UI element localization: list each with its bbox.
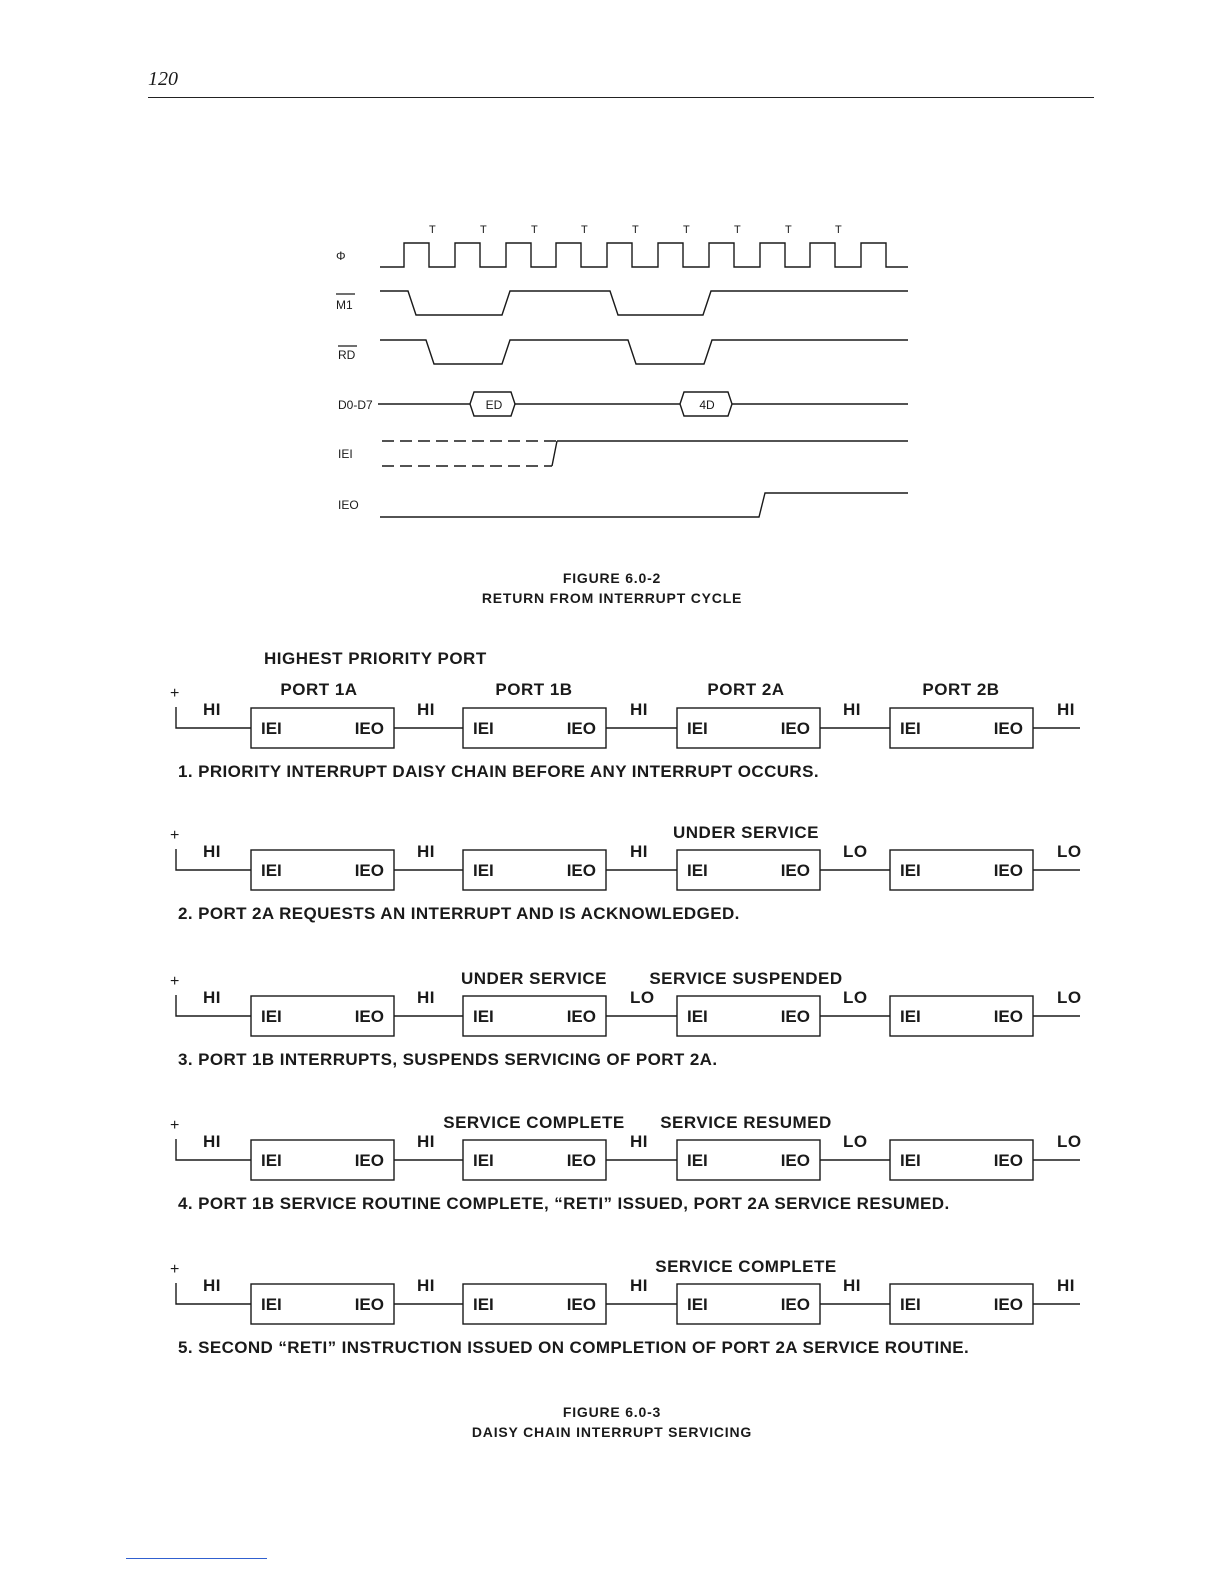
ieo-pin-label: IEO <box>354 1007 384 1026</box>
port-status-label: UNDER SERVICE <box>461 969 607 988</box>
iei-pin-label: IEI <box>900 1007 921 1026</box>
ieo-pin-label: IEO <box>993 1007 1023 1026</box>
iei-pin-label: IEI <box>473 1295 494 1314</box>
signal-level-label: HI <box>843 700 861 719</box>
signal-level-label: LO <box>1057 1132 1082 1151</box>
supply-plus-symbol: + <box>170 973 180 990</box>
ieo-pin-label: IEO <box>993 719 1023 738</box>
ieo-pin-label: IEO <box>566 1295 596 1314</box>
data-byte-4d: 4D <box>699 398 715 412</box>
signal-level-label: HI <box>203 988 221 1007</box>
iei-pin-label: IEI <box>687 1295 708 1314</box>
signal-label-phi: Φ <box>336 249 346 263</box>
figure-6-0-2-number: FIGURE 6.0-2 <box>562 570 662 586</box>
bottom-link-line <box>126 1558 267 1559</box>
ieo-pin-label: IEO <box>566 861 596 880</box>
signal-level-label: HI <box>203 1132 221 1151</box>
signal-level-label: LO <box>1057 842 1082 861</box>
port-status-label: UNDER SERVICE <box>673 823 819 842</box>
ieo-pin-label: IEO <box>993 1151 1023 1170</box>
port-status-label: SERVICE RESUMED <box>660 1113 832 1132</box>
daisy-stage-2 <box>170 823 1082 923</box>
port-name-3: PORT 2A <box>707 680 785 699</box>
ieo-pin-label: IEO <box>780 861 810 880</box>
ieo-pin-label: IEO <box>354 1151 384 1170</box>
daisy-stage-5 <box>170 1257 1080 1357</box>
ieo-pin-label: IEO <box>780 1151 810 1170</box>
iei-pin-label: IEI <box>473 1007 494 1026</box>
highest-priority-label: HIGHEST PRIORITY PORT <box>264 649 487 668</box>
iei-pin-label: IEI <box>900 1295 921 1314</box>
data-byte-ed: ED <box>485 398 503 412</box>
stage-caption: 1. PRIORITY INTERRUPT DAISY CHAIN BEFORE ANY INTERRUPT OCCURS. <box>178 762 819 781</box>
iei-pin-label: IEI <box>473 719 494 738</box>
iei-pin-label: IEI <box>900 861 921 880</box>
iei-pin-label: IEI <box>473 861 494 880</box>
page-number: 120 <box>148 68 178 90</box>
signal-level-label: HI <box>630 700 648 719</box>
signal-level-label: HI <box>203 842 221 861</box>
stage-caption: 3. PORT 1B INTERRUPTS, SUSPENDS SERVICING OF PORT 2A. <box>178 1050 718 1069</box>
signal-label-rd: RD <box>338 348 356 362</box>
supply-plus-symbol: + <box>170 685 180 702</box>
stage-caption: 2. PORT 2A REQUESTS AN INTERRUPT AND IS ACKNOWLEDGED. <box>178 904 740 923</box>
ieo-pin-label: IEO <box>354 1295 384 1314</box>
t-state-label: T <box>683 224 690 236</box>
ieo-pin-label: IEO <box>354 719 384 738</box>
port-name-4: PORT 2B <box>922 680 1000 699</box>
signal-level-label: LO <box>630 988 655 1007</box>
t-state-label: T <box>429 224 436 236</box>
supply-plus-symbol: + <box>170 827 180 844</box>
iei-pin-label: IEI <box>687 1007 708 1026</box>
signal-level-label: LO <box>843 988 868 1007</box>
signal-level-label: HI <box>203 1276 221 1295</box>
signal-level-label: LO <box>843 842 868 861</box>
ieo-pin-label: IEO <box>566 1151 596 1170</box>
signal-level-label: HI <box>630 1276 648 1295</box>
signal-level-label: HI <box>417 988 435 1007</box>
daisy-stage-3 <box>170 969 1082 1069</box>
iei-pin-label: IEI <box>261 861 282 880</box>
port-status-label: SERVICE COMPLETE <box>655 1257 837 1276</box>
signal-level-label: HI <box>203 700 221 719</box>
ieo-pin-label: IEO <box>780 1295 810 1314</box>
daisy-stage-4 <box>170 1113 1082 1213</box>
ieo-pin-label: IEO <box>566 1007 596 1026</box>
signal-level-label: LO <box>843 1132 868 1151</box>
signal-label-ieo: IEO <box>338 498 359 512</box>
supply-plus-symbol: + <box>170 1117 180 1134</box>
ieo-pin-label: IEO <box>354 861 384 880</box>
iei-pin-label: IEI <box>473 1151 494 1170</box>
signal-level-label: HI <box>630 1132 648 1151</box>
t-state-label: T <box>581 224 588 236</box>
daisy-stage-1 <box>170 685 1080 781</box>
signal-level-label: HI <box>417 1132 435 1151</box>
t-state-label: T <box>531 224 538 236</box>
port-name-1: PORT 1A <box>280 680 358 699</box>
signal-label-iei: IEI <box>338 447 353 461</box>
figure-6-0-3-title: DAISY CHAIN INTERRUPT SERVICING <box>471 1424 753 1440</box>
signal-level-label: HI <box>1057 700 1075 719</box>
signal-level-label: HI <box>843 1276 861 1295</box>
signal-level-label: HI <box>417 700 435 719</box>
iei-pin-label: IEI <box>900 1151 921 1170</box>
iei-pin-label: IEI <box>687 1151 708 1170</box>
t-state-label: T <box>835 224 842 236</box>
t-state-label: T <box>632 224 639 236</box>
iei-pin-label: IEI <box>261 1295 282 1314</box>
ieo-pin-label: IEO <box>566 719 596 738</box>
supply-plus-symbol: + <box>170 1261 180 1278</box>
signal-level-label: HI <box>1057 1276 1075 1295</box>
port-status-label: SERVICE COMPLETE <box>443 1113 625 1132</box>
ieo-pin-label: IEO <box>993 1295 1023 1314</box>
signal-label-m1: M1 <box>336 298 353 312</box>
signal-label-data-bus: D0-D7 <box>338 398 373 412</box>
signal-level-label: HI <box>417 1276 435 1295</box>
port-name-2: PORT 1B <box>495 680 573 699</box>
ieo-pin-label: IEO <box>780 1007 810 1026</box>
stage-caption: 5. SECOND “RETI” INSTRUCTION ISSUED ON COMPLETION OF PORT 2A SERVICE ROUTINE. <box>178 1338 970 1357</box>
figure-6-0-3-number: FIGURE 6.0-3 <box>562 1404 662 1420</box>
signal-level-label: LO <box>1057 988 1082 1007</box>
iei-pin-label: IEI <box>261 1007 282 1026</box>
t-state-label: T <box>480 224 487 236</box>
iei-pin-label: IEI <box>687 861 708 880</box>
ieo-pin-label: IEO <box>993 861 1023 880</box>
iei-pin-label: IEI <box>687 719 708 738</box>
stage-caption: 4. PORT 1B SERVICE ROUTINE COMPLETE, “RETI” ISSUED, PORT 2A SERVICE RESUMED. <box>178 1194 950 1213</box>
iei-pin-label: IEI <box>261 719 282 738</box>
ieo-pin-label: IEO <box>780 719 810 738</box>
figure-6-0-2-title: RETURN FROM INTERRUPT CYCLE <box>481 590 743 606</box>
t-state-label: T <box>734 224 741 236</box>
iei-pin-label: IEI <box>261 1151 282 1170</box>
port-status-label: SERVICE SUSPENDED <box>649 969 843 988</box>
t-state-label: T <box>785 224 792 236</box>
signal-level-label: HI <box>417 842 435 861</box>
iei-pin-label: IEI <box>900 719 921 738</box>
signal-level-label: HI <box>630 842 648 861</box>
